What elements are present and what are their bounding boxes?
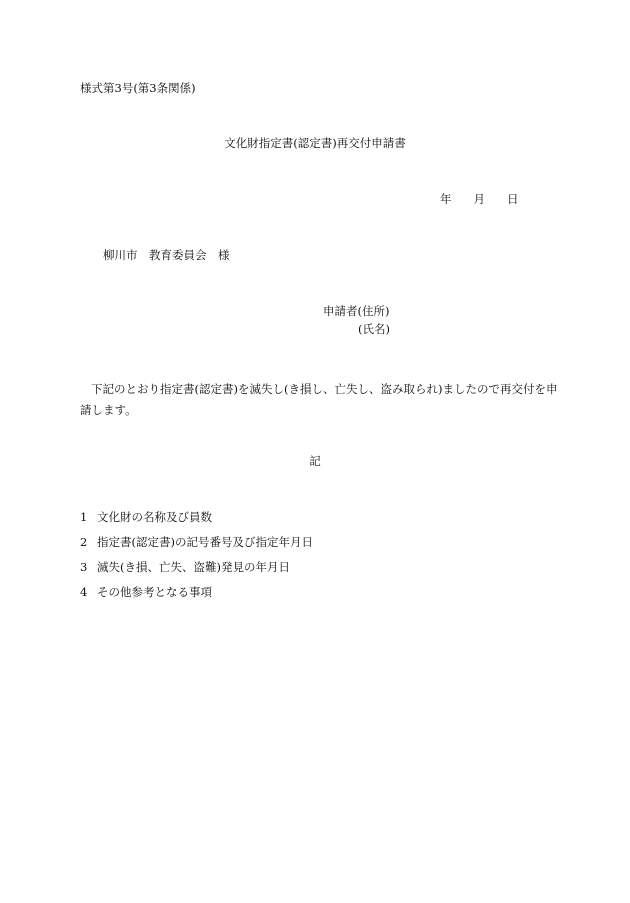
request-body-text: 下記のとおり指定書(認定書)を滅失し(き損し、亡失し、盗み取られ)ましたので再交付を申請します。 <box>80 382 558 417</box>
list-item <box>80 511 212 525</box>
item-number: 1 <box>80 510 88 524</box>
item-number: 4 <box>80 585 88 599</box>
item-number: 2 <box>80 535 88 549</box>
date-line <box>440 193 519 207</box>
list-item <box>80 536 313 550</box>
item-number: 3 <box>80 560 88 574</box>
applicant-address-label: 申請者(住所) <box>323 304 390 318</box>
date-year-label: 年 <box>440 192 452 206</box>
item-text: 文化財の名称及び員数 <box>97 510 212 524</box>
applicant-name-label: (氏名) <box>358 322 390 336</box>
item-text: その他参考となる事項 <box>97 585 212 599</box>
form-number: 様式第3号(第3条関係) <box>80 81 196 95</box>
list-item <box>80 561 290 575</box>
item-text: 滅失(き損、亡失、盗難)発見の年月日 <box>97 560 290 574</box>
date-month-label: 月 <box>473 192 485 206</box>
document-title: 文化財指定書(認定書)再交付申請書 <box>224 136 406 150</box>
list-item <box>80 586 212 600</box>
item-text: 指定書(認定書)の記号番号及び指定年月日 <box>97 535 313 549</box>
ki-heading: 記 <box>309 454 321 468</box>
date-day-label: 日 <box>507 192 519 206</box>
addressee: 柳川市 教育委員会 様 <box>103 248 230 262</box>
